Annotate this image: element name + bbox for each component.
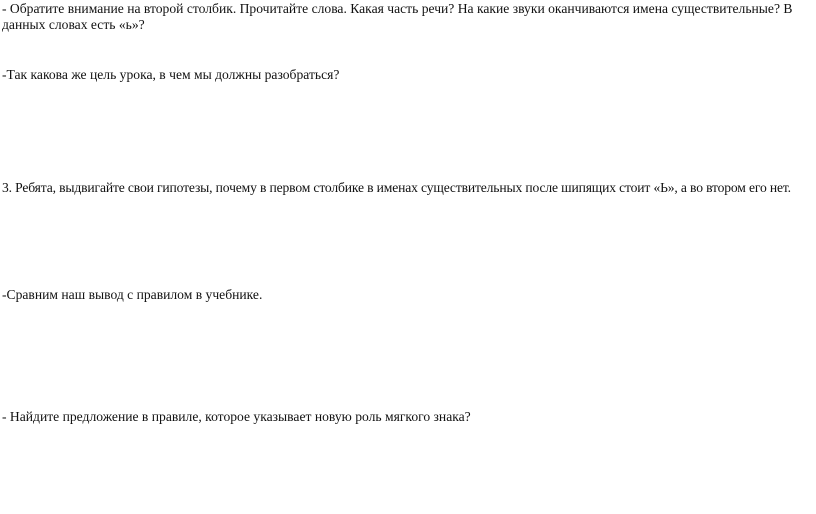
task-hypotheses: 3. Ребята, выдвигайте свои гипотезы, почему в первом столбике в именах существительных после шипящих стоит «Ь», а во втором его нет. [2, 180, 791, 195]
question-lesson-goal: -Так какова же цель урока, в чем мы должны разобраться? [2, 67, 340, 82]
instruction-compare-rule: -Сравним наш вывод с правилом в учебнике. [2, 287, 263, 302]
question-second-column: - Обратите внимание на второй столбик. Прочитайте слова. Какая часть речи? На какие звуки оканчиваются имена существительные? В данных словах есть «ь»? [2, 1, 793, 32]
question-find-sentence: - Найдите предложение в правиле, которое указывает новую роль мягкого знака? [2, 409, 471, 424]
